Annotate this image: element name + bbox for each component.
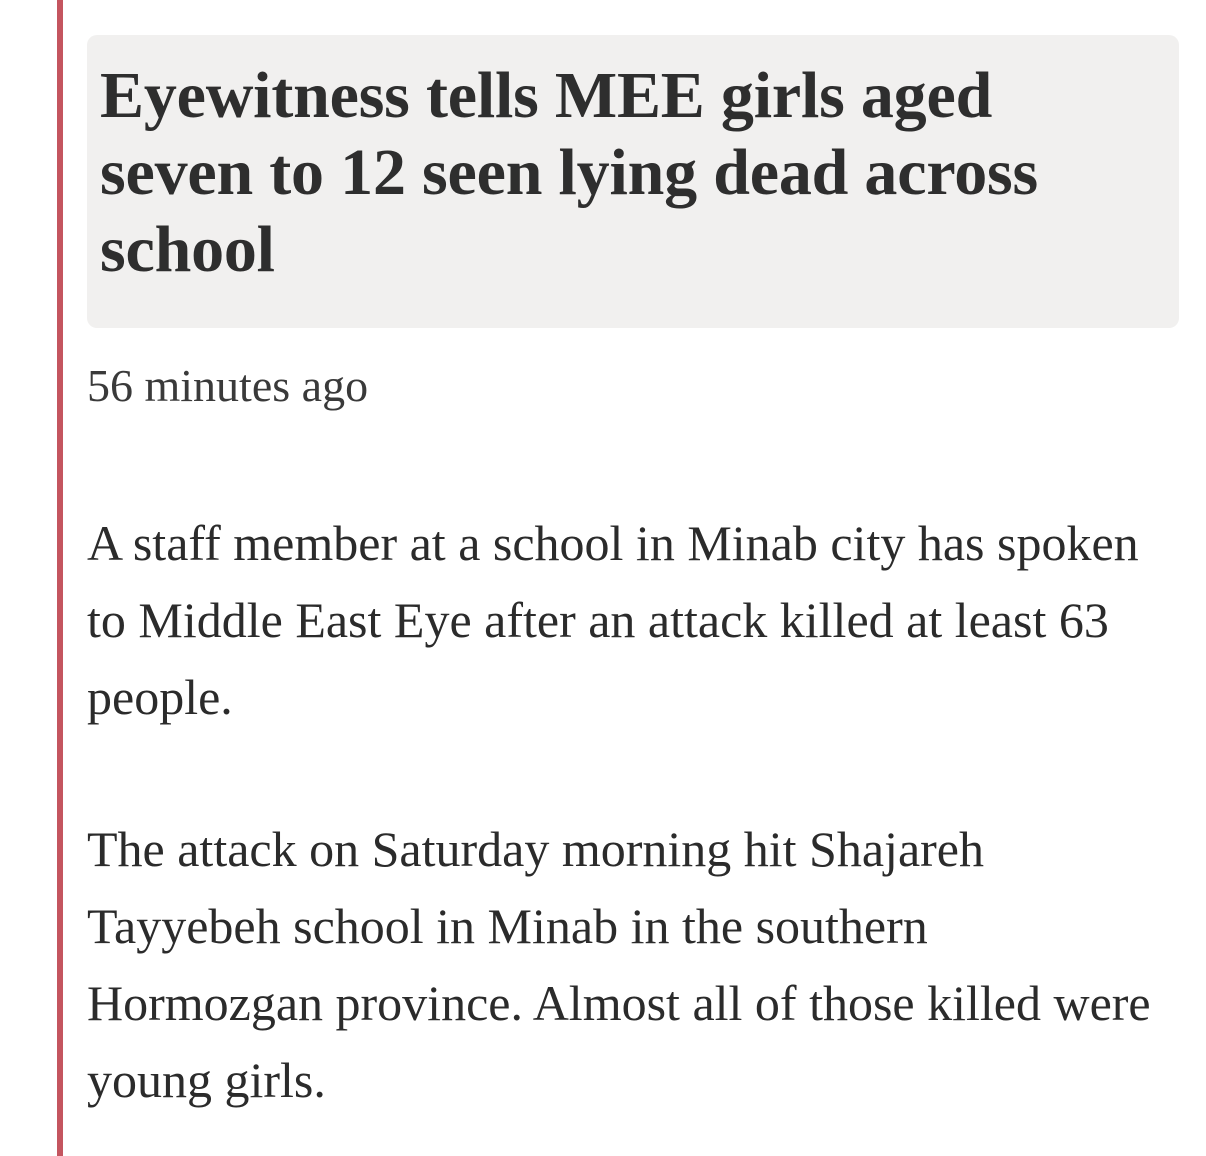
entry-headline: Eyewitness tells MEE girls aged seven to 12 seen lying dead across school bbox=[100, 59, 1038, 286]
entry-timestamp: 56 minutes ago bbox=[87, 360, 369, 411]
headline-box bbox=[87, 35, 1179, 328]
live-blog-accent-rule bbox=[57, 0, 63, 1156]
body-paragraph-2: The attack on Saturday morning hit Shajareh Tayyebeh school in Minab in the southern Hormozgan province. Almost all of those killed were young girls. bbox=[87, 821, 1151, 1108]
body-paragraph-1: A staff member at a school in Minab city has spoken to Middle East Eye after an attack killed at least 63 people. bbox=[87, 515, 1139, 725]
live-blog-entry bbox=[87, 35, 1179, 1119]
